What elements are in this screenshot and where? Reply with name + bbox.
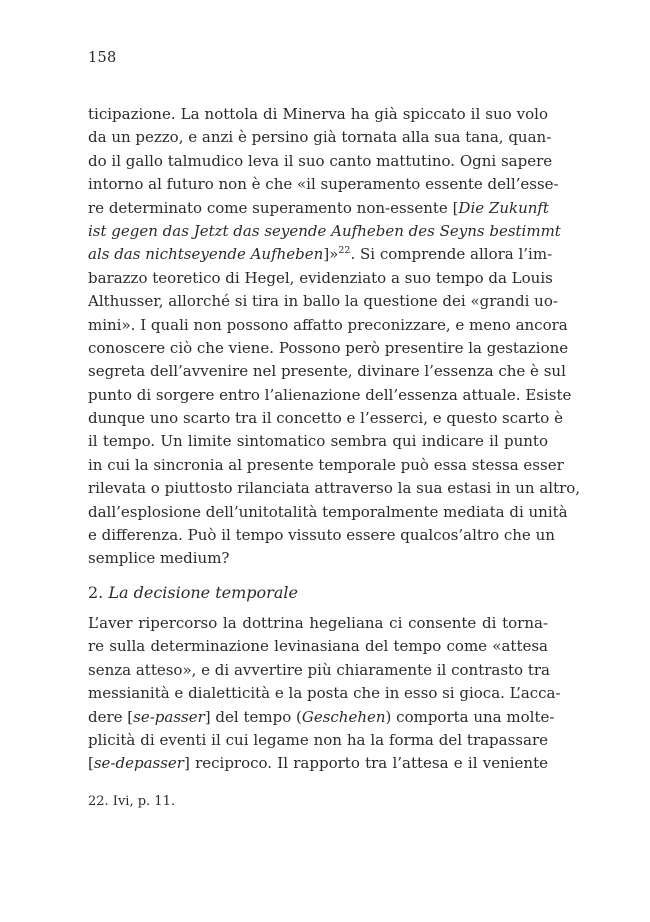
text-segment: re determinato come superamento non-essente [ [88, 198, 459, 217]
italic-text: Die Zukunft [458, 198, 549, 217]
text-segment: re sulla determinazione levinasiana del tempo come «attesa [88, 637, 548, 656]
text-line [88, 454, 564, 477]
text-line [88, 706, 555, 729]
text-segment: messianità e dialetticità e la posta che in esso si gioca. L’acca- [88, 684, 561, 703]
text-line [88, 501, 568, 524]
text-segment: segreta dell’avvenire nel presente, divinare l’essenza che è sul [88, 362, 566, 381]
text-segment: il tempo. Un limite sintomatico sembra qui indicare il punto [88, 432, 548, 451]
section-heading-title: La decisione temporale [108, 583, 298, 602]
text-segment: ] reciproco. Il rapporto tra l’attesa e il veniente [183, 754, 548, 773]
text-segment: intorno al futuro non è che «il superamento essente dell’esse- [88, 175, 559, 194]
text-line [88, 314, 568, 337]
text-line [88, 290, 558, 313]
text-segment: dall’esplosione dell’unitotalità temporalmente mediata di unità [88, 502, 568, 521]
text-segment: senza atteso», e di avvertire più chiaramente il contrasto tra [88, 660, 550, 679]
italic-text: als das nichtseyende Aufheben [88, 245, 324, 264]
text-line [88, 103, 548, 126]
text-line [88, 635, 548, 658]
text-segment: Althusser, allorché si tira in ballo la questione dei «grandi uo- [88, 292, 558, 311]
text-segment: plicità di eventi il cui legame non ha la forma del trapassare [88, 730, 548, 749]
text-line [88, 197, 548, 220]
text-segment: barazzo teoretico di Hegel, evidenziato a suo tempo da Louis [88, 268, 553, 287]
body-paragraph-2 [88, 612, 561, 776]
text-segment: semplice medium? [88, 549, 230, 568]
section-heading [88, 581, 298, 604]
footnote: 22. Ivi, p. 11. [88, 794, 175, 809]
text-line [88, 173, 559, 196]
italic-text: ist gegen das Jetzt das seyende Aufheben des Seyns bestimmt [88, 221, 561, 240]
text-line [88, 220, 561, 243]
text-segment: [ [88, 754, 94, 773]
text-line [88, 150, 553, 173]
italic-text: se-depasser [93, 754, 184, 773]
text-segment: in cui la sincronia al presente temporale può essa stessa esser [88, 455, 564, 474]
text-segment: ) comporta una molte- [385, 707, 555, 726]
text-segment: dere [ [88, 707, 134, 726]
text-segment: mini». I quali non possono affatto preconizzare, e meno ancora [88, 315, 568, 334]
text-line [88, 659, 548, 682]
footnote-ref: 22 [338, 245, 351, 257]
text-line [88, 430, 548, 453]
text-segment: ] del tempo ( [204, 707, 302, 726]
text-line [88, 407, 563, 430]
text-line [88, 524, 555, 547]
italic-text: Geschehen [301, 707, 386, 726]
text-segment: conoscere ciò che viene. Possono però presentire la gestazione [88, 338, 569, 357]
body-paragraph-1 [88, 103, 581, 571]
text-segment: dunque uno scarto tra il concetto e l’esserci, e questo scarto è [88, 409, 563, 428]
text-segment: do il gallo talmudico leva il suo canto mattutino. Ogni sapere [88, 151, 553, 170]
text-line [88, 267, 553, 290]
text-line [88, 729, 548, 752]
text-line [88, 477, 581, 500]
text-line [88, 752, 548, 775]
text-line [88, 360, 566, 383]
italic-text: se-passer [133, 707, 205, 726]
section-heading-number: 2. [88, 583, 104, 602]
text-segment: rilevata o piuttosto rilanciata attraverso la sua estasi in un altro, [88, 479, 581, 498]
text-segment: ]» [323, 245, 339, 264]
text-segment: L’aver ripercorso la dottrina hegeliana ci consente di torna- [88, 614, 548, 632]
text-line [88, 547, 548, 570]
text-segment: e differenza. Può il tempo vissuto essere qualcos’altro che un [88, 526, 555, 545]
text-segment: ticipazione. La nottola di Minerva ha già spiccato il suo volo [88, 105, 548, 123]
page-number: 158 [88, 50, 117, 66]
text-line [88, 682, 561, 705]
text-segment: punto di sorgere entro l’alienazione dell’essenza attuale. Esiste [88, 385, 572, 404]
text-line [88, 612, 548, 635]
text-segment: . Si comprende allora l’im- [350, 245, 553, 264]
text-line [88, 337, 569, 360]
text-segment: da un pezzo, e anzi è persino già tornata alla sua tana, quan- [88, 128, 552, 147]
text-line [88, 126, 552, 149]
text-line [88, 243, 553, 266]
text-line [88, 384, 572, 407]
